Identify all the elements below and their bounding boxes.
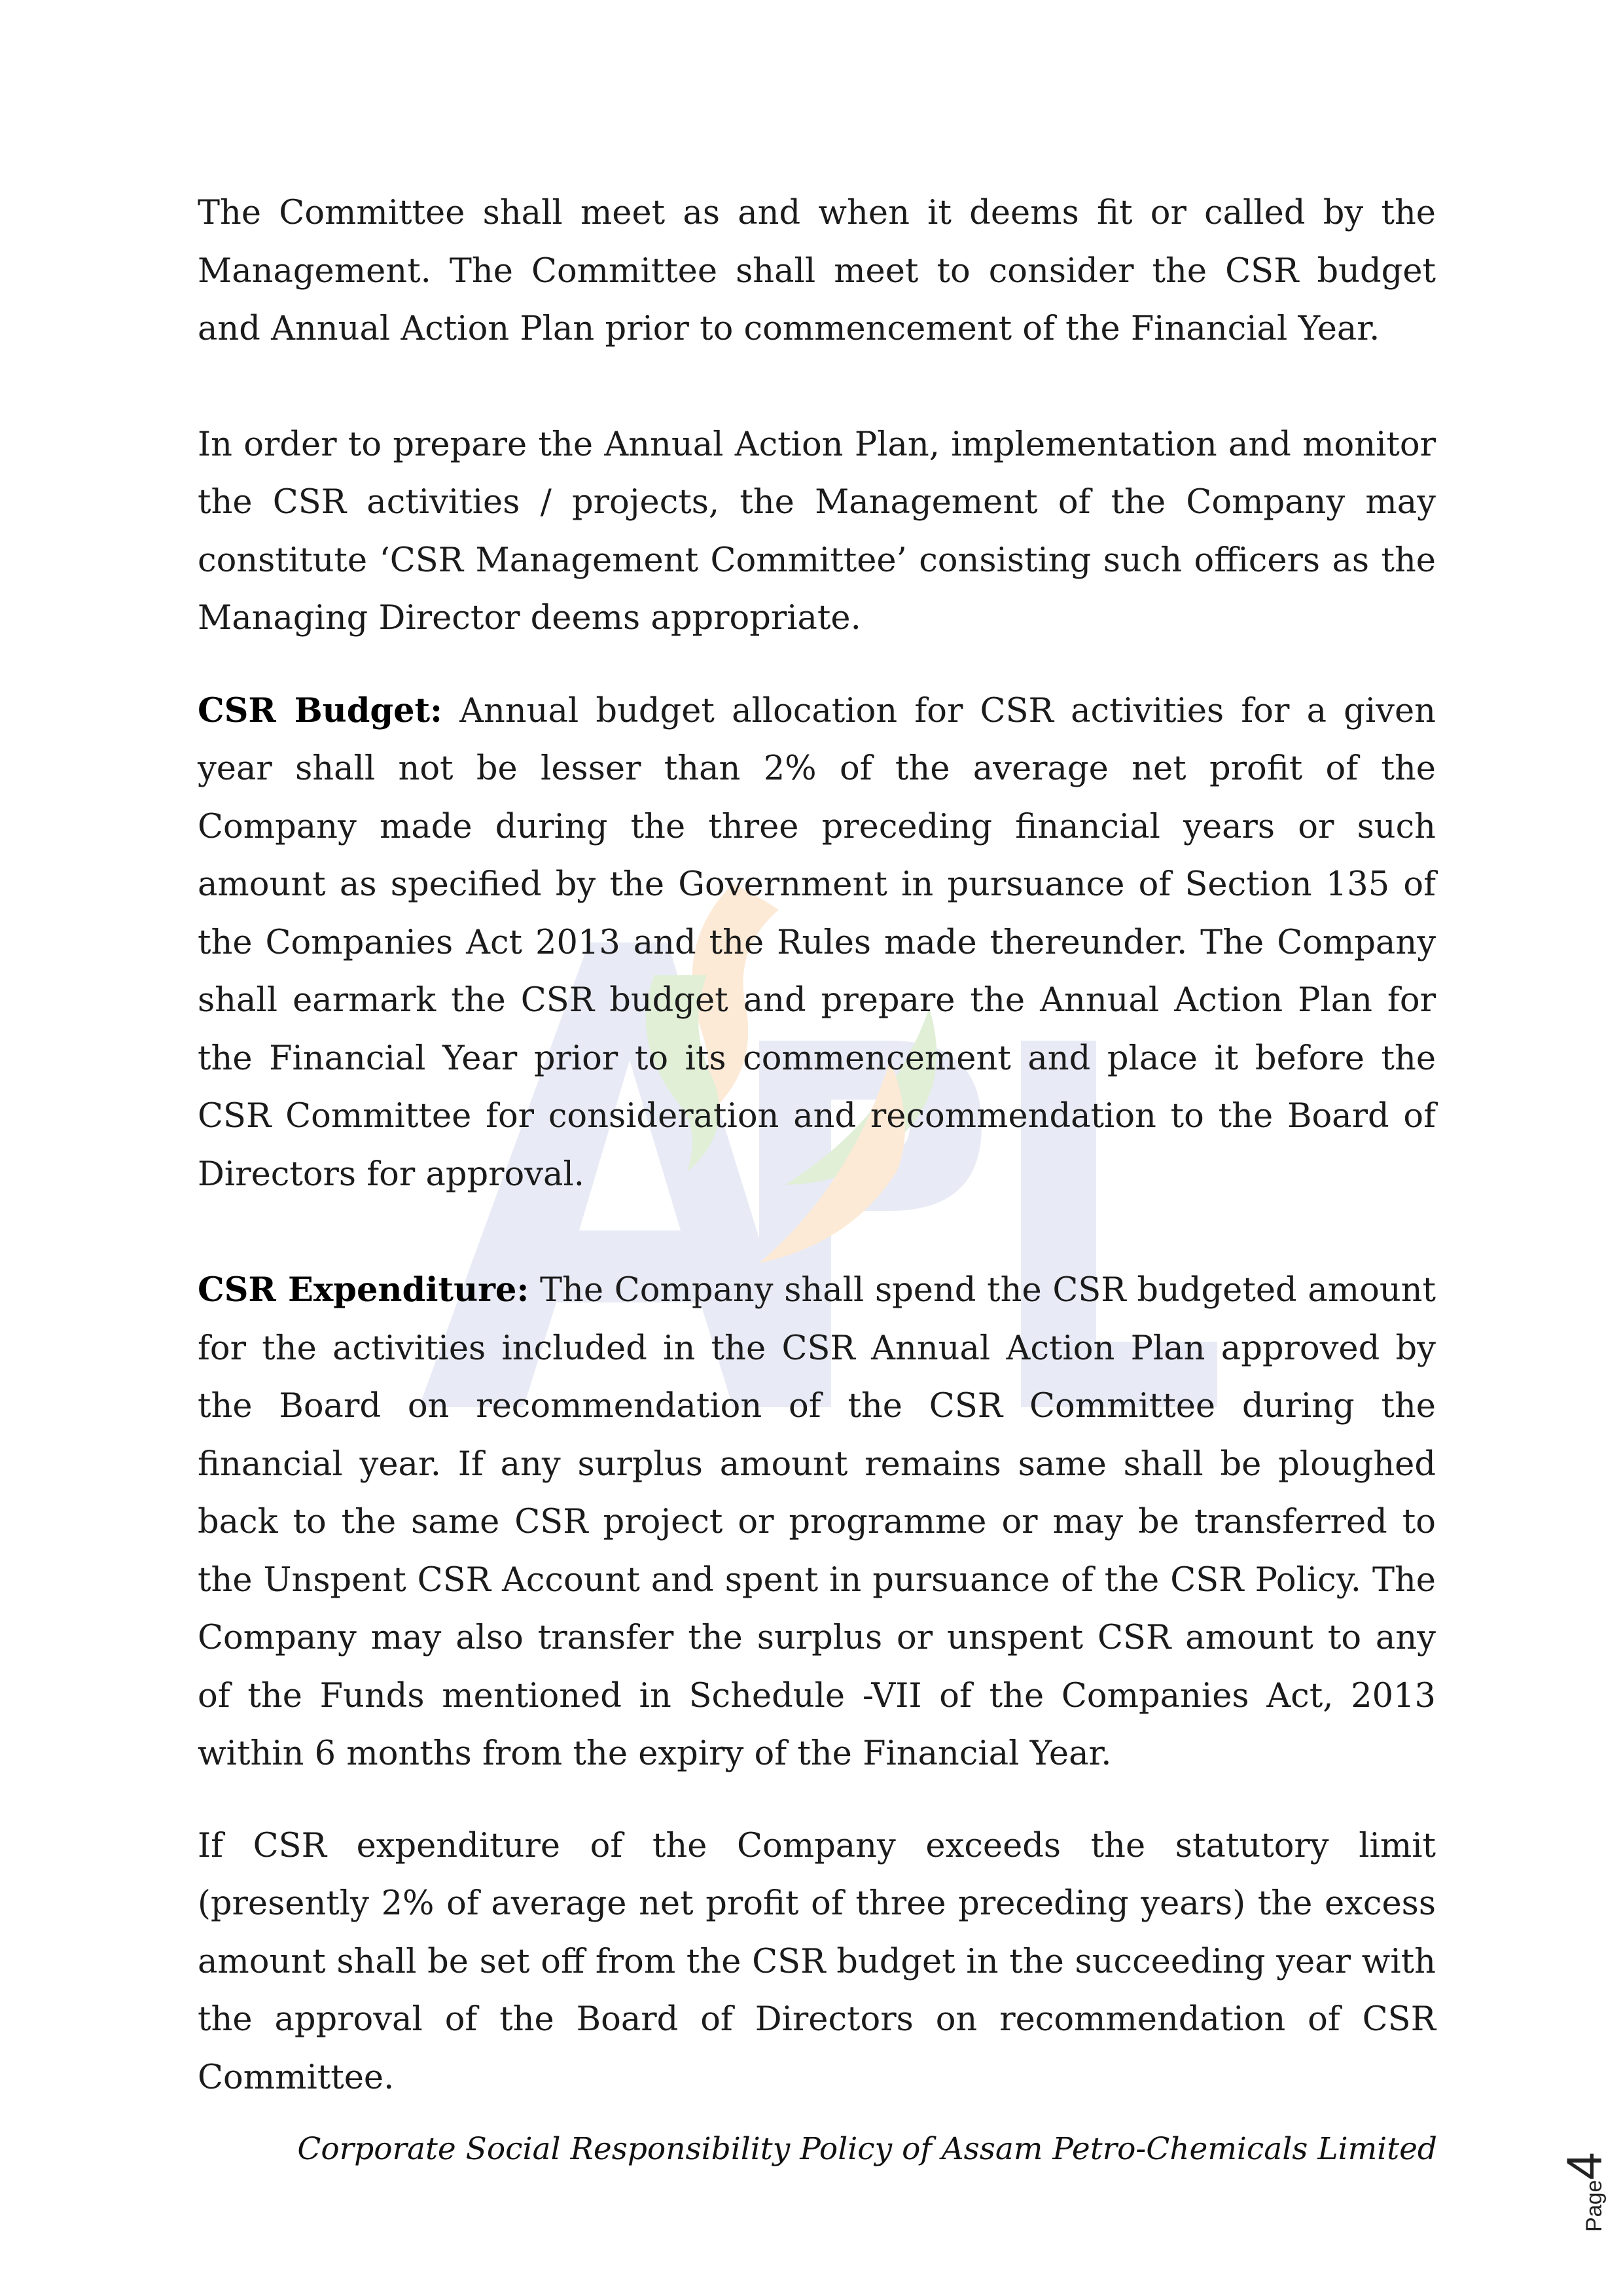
paragraph-csr-budget (198, 682, 1436, 1204)
paragraph-csr-expenditure (198, 1261, 1436, 1784)
paragraph-text: If CSR expenditure of the Company exceeds the statutory limit (presently 2% of average net profit of three preceding years) the excess amount shall be set off from the CSR budget in the succeeding year with the approval of the Board of Directors on recommendation of CSR Committee. (198, 1826, 1436, 2097)
page-number (1556, 2094, 1613, 2251)
paragraph-excess-expenditure (198, 1818, 1436, 2108)
policy-body (198, 185, 1436, 2107)
paragraph-text: The Company shall spend the CSR budgeted amount for the activities included in the CSR Annual Action Plan approved by the Board on recommendation of the CSR Committee during the financial year. If any surplus amount remains same shall be ploughed back to the same CSR project or programme or may be transferred to the Unspent CSR Account and spent in pursuance of the CSR Policy. The Company may also transfer the surplus or unspent CSR amount to any of the Funds mentioned in Schedule -VII of the Companies Act, 2013 within 6 months from the expiry of the Financial Year. (198, 1271, 1436, 1773)
page-number-value: 4 (1557, 2152, 1613, 2180)
paragraph-committee-meetings (198, 185, 1436, 359)
paragraph-text: In order to prepare the Annual Action Plan, implementation and monitor the CSR activities / projects, the Management of the Company may constitute ‘CSR Management Committee’ consisting such officers as the Managing Director deems appropriate. (198, 425, 1436, 637)
page-footer: Corporate Social Responsibility Policy of Assam Petro-Chemicals Limited (297, 2131, 1437, 2167)
section-heading-csr-expenditure: CSR Expenditure: (198, 1270, 529, 1310)
paragraph-csr-management-committee (198, 416, 1436, 648)
paragraph-text: The Committee shall meet as and when it deems fit or called by the Management. The Committee shall meet to consider the CSR budget and Annual Action Plan prior to commencement of the Financial Year. (198, 194, 1436, 348)
page-number-label: Page (1582, 2179, 1607, 2232)
paragraph-text: Annual budget allocation for CSR activities for a given year shall not be lesser than 2% of the average net profit of the Company made during the three preceding financial years or such amount as specified by the Government in pursuance of Section 135 of the Companies Act 2013 and the Rules made thereunder. The Company shall earmark the CSR budget and prepare the Annual Action Plan for the Financial Year prior to its commencement and place it before the CSR Committee for consideration and recommendation to the Board of Directors for approval. (198, 691, 1436, 1194)
section-heading-csr-budget: CSR Budget: (198, 691, 442, 730)
